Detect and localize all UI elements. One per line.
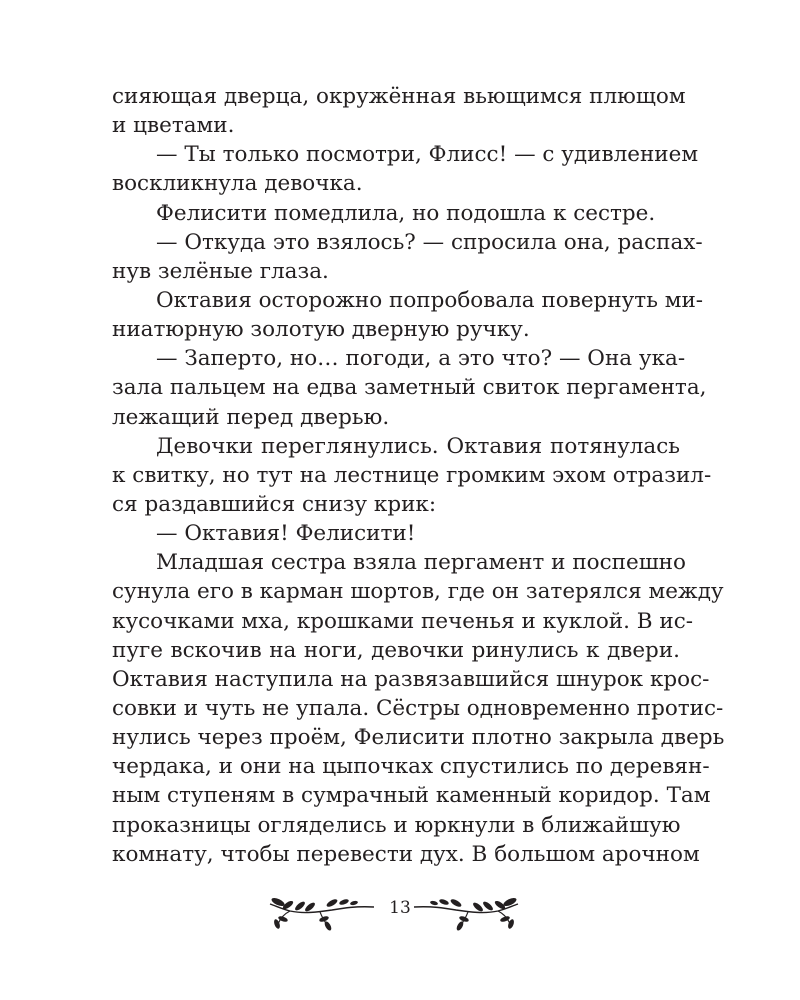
left-vine-ornament-icon bbox=[266, 888, 378, 932]
text-line: Октавия наступила на развязавшийся шнурок крос- bbox=[112, 666, 710, 692]
text-line: ся раздавшийся снизу крик: bbox=[112, 491, 437, 517]
text-line: чердака, и они на цыпочках спустились по деревян- bbox=[112, 754, 710, 780]
text-line: — Заперто, но… погоди, а это что? — Она ука- bbox=[156, 346, 686, 372]
text-line: воскликнула девочка. bbox=[112, 171, 363, 197]
text-line: ным ступеням в сумрачный каменный коридор. Там bbox=[112, 783, 711, 809]
page-number: 13 bbox=[389, 898, 411, 918]
text-line: комнату, чтобы перевести дух. В большом арочном bbox=[112, 841, 700, 867]
text-line: проказницы огляделись и юркнули в ближайшую bbox=[112, 812, 681, 838]
text-line: пуге вскочив на ноги, девочки ринулись к двери. bbox=[112, 637, 680, 663]
text-line: — Октавия! Фелисити! bbox=[156, 521, 416, 547]
text-line: зала пальцем на едва заметный свиток пергамента, bbox=[112, 375, 707, 401]
text-line: сияющая дверца, окружённая вьющимся плющом bbox=[112, 84, 686, 109]
text-line: нув зелёные глаза. bbox=[112, 258, 329, 284]
text-line: Младшая сестра взяла пергамент и поспешно bbox=[156, 550, 686, 576]
text-line: — Откуда это взялось? — спросила она, распах- bbox=[156, 229, 703, 255]
text-line: — Ты только посмотри, Флисс! — с удивлением bbox=[156, 142, 699, 168]
text-line: Октавия осторожно попробовала повернуть ми- bbox=[156, 287, 704, 313]
right-vine-ornament-icon bbox=[410, 888, 522, 932]
text-line: и цветами. bbox=[112, 113, 235, 139]
text-line: нулись через проём, Фелисити плотно закрыла дверь bbox=[112, 725, 725, 751]
text-line: к свитку, но тут на лестнице громким эхом отразил- bbox=[112, 462, 712, 488]
text-line: лежащий перед дверью. bbox=[112, 404, 390, 430]
text-line: кусочками мха, крошками печенья и куклой. В ис- bbox=[112, 608, 694, 634]
body-text bbox=[112, 82, 725, 869]
text-line: Девочки переглянулись. Октавия потянулась bbox=[156, 433, 680, 459]
text-line: совки и чуть не упала. Сёстры одновременно протис- bbox=[112, 695, 724, 721]
text-line: сунула его в карман шортов, где он затерялся между bbox=[112, 579, 724, 605]
text-line: ниатюрную золотую дверную ручку. bbox=[112, 317, 530, 343]
text-line: Фелисити помедлила, но подошла к сестре. bbox=[156, 200, 656, 226]
